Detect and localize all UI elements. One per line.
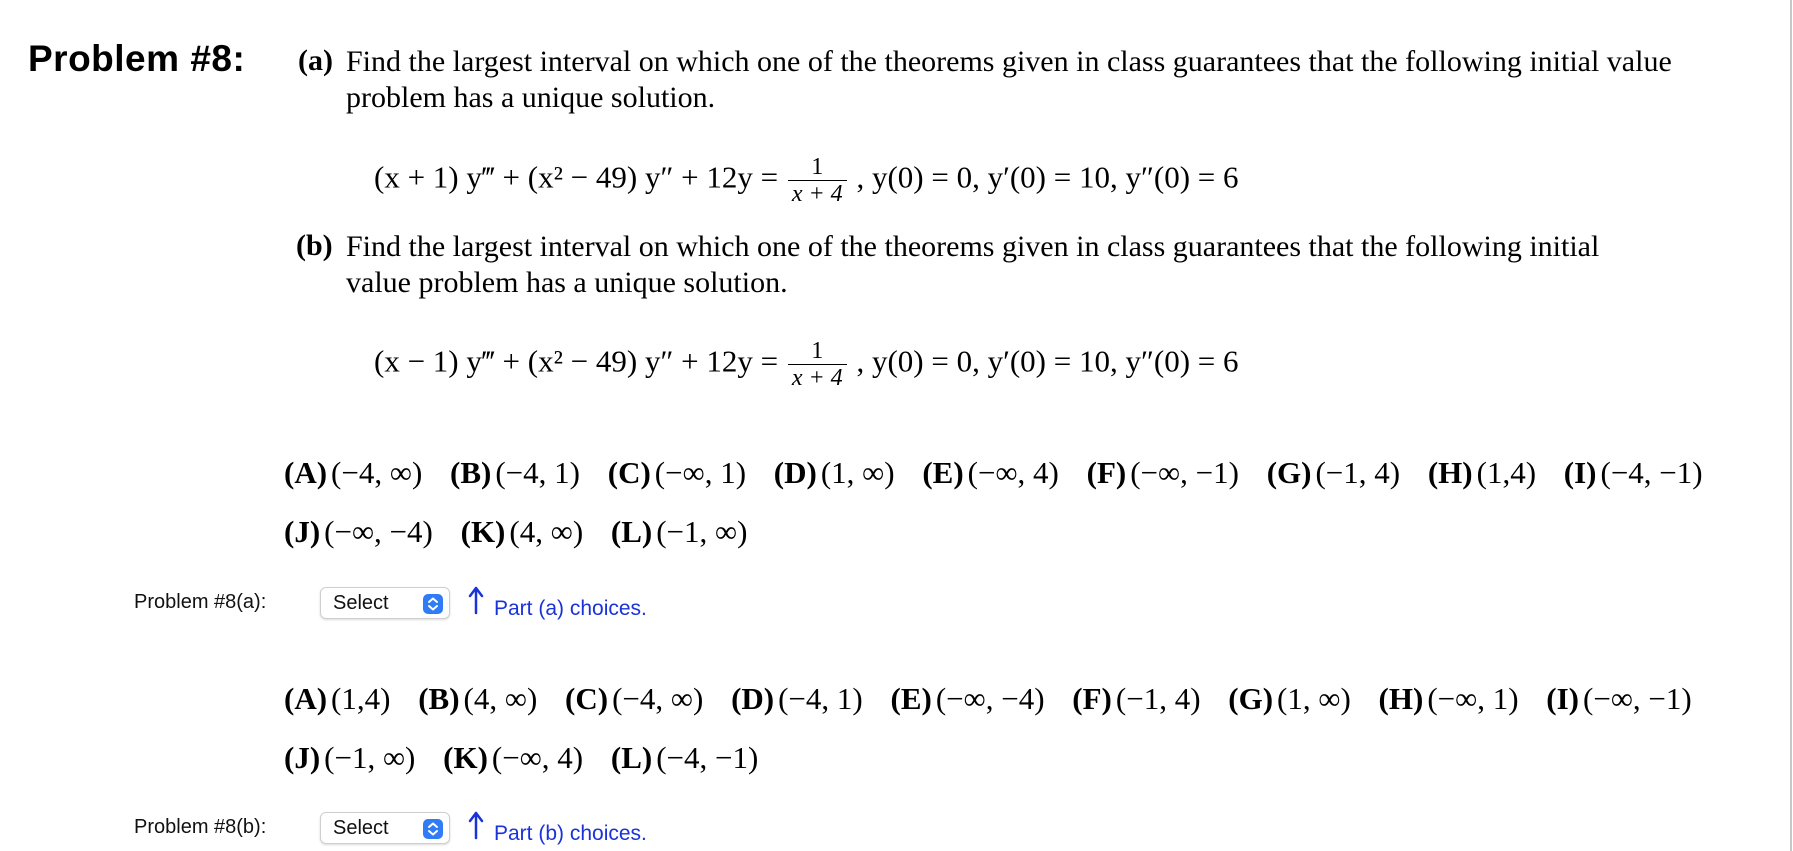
part-a-equation-left: (x + 1) y‴ + (x² − 49) y″ + 12y = [374,159,779,195]
choice-a-G: (G) (−1, 4) [1266,455,1401,490]
choices-a-row1 [284,455,1723,491]
arrow-up-icon [468,810,484,846]
choice-a-F: (F) (−∞, −1) [1086,455,1239,490]
choice-a-A: (A) (−4, ∞) [284,455,423,490]
part-a-fraction-denominator: x + 4 [791,181,843,207]
answer-a-select-value: Select [333,591,389,614]
part-a-line1: Find the largest interval on which one of the theorems given in class guarantees that the following initial value [346,45,1672,78]
part-b-fraction-numerator: 1 [788,338,847,365]
choice-a-J: (J) (−∞, −4) [284,514,433,549]
choice-b-J: (J) (−1, ∞) [284,740,416,775]
answer-b-label: Problem #8(b): [134,816,267,838]
answer-b-hint-text: Part (b) choices. [494,822,647,845]
choice-b-L: (L) (−4, −1) [610,740,759,775]
chevron-up-down-icon [423,594,443,614]
choice-b-I: (I) (−∞, −1) [1546,681,1692,716]
problem-title: Problem #8: [28,38,246,79]
choice-a-C: (C) (−∞, 1) [607,455,747,490]
answer-a-label: Problem #8(a): [134,591,267,613]
arrow-up-icon [468,585,484,621]
choice-a-D: (D) (1, ∞) [773,455,895,490]
choices-b-row1 [284,681,1712,717]
choices-a-row2 [284,514,767,550]
choice-b-C: (C) (−4, ∞) [565,681,704,716]
part-b-line2: value problem has a unique solution. [346,266,788,299]
part-a-line2: problem has a unique solution. [346,81,716,114]
part-a-text [346,44,1766,116]
choice-a-B: (B) (−4, 1) [450,455,580,490]
part-b-label: (b) [296,229,333,262]
answer-a-select[interactable] [320,587,450,619]
part-b-fraction [788,338,847,391]
choice-b-D: (D) (−4, 1) [731,681,863,716]
choice-a-L: (L) (−1, ∞) [610,514,748,549]
choice-b-K: (K) (−∞, 4) [443,740,584,775]
choice-a-K: (K) (4, ∞) [460,514,584,549]
choice-a-I: (I) (−4, −1) [1563,455,1703,490]
chevron-up-down-icon [423,819,443,839]
choice-a-H: (H) (1,4) [1427,455,1537,490]
part-b-text [346,229,1766,301]
part-b-initial-conditions: , y(0) = 0, y′(0) = 10, y″(0) = 6 [856,343,1239,379]
part-a-initial-conditions: , y(0) = 0, y′(0) = 10, y″(0) = 6 [856,159,1239,195]
answer-b-select-value: Select [333,816,389,839]
choice-b-B: (B) (4, ∞) [418,681,538,716]
choice-b-F: (F) (−1, 4) [1072,681,1201,716]
part-a-label: (a) [298,44,333,77]
choice-a-E: (E) (−∞, 4) [922,455,1059,490]
part-b-equation [374,338,1239,391]
choices-b-row2 [284,740,778,776]
answer-a-hint-text: Part (a) choices. [494,597,647,620]
answer-b-hint [468,810,647,846]
answer-b-select[interactable] [320,812,450,844]
answer-a-hint [468,585,647,621]
part-a-fraction [788,154,847,207]
part-a-fraction-numerator: 1 [788,154,847,181]
part-a-equation [374,154,1239,207]
part-b-fraction-denominator: x + 4 [791,365,843,391]
choice-b-E: (E) (−∞, −4) [890,681,1045,716]
part-b-line1: Find the largest interval on which one of the theorems given in class guarantees that the following initial [346,230,1600,263]
choice-b-H: (H) (−∞, 1) [1378,681,1519,716]
part-b-equation-left: (x − 1) y‴ + (x² − 49) y″ + 12y = [374,343,779,379]
choice-b-G: (G) (1, ∞) [1228,681,1351,716]
choice-b-A: (A) (1,4) [284,681,391,716]
